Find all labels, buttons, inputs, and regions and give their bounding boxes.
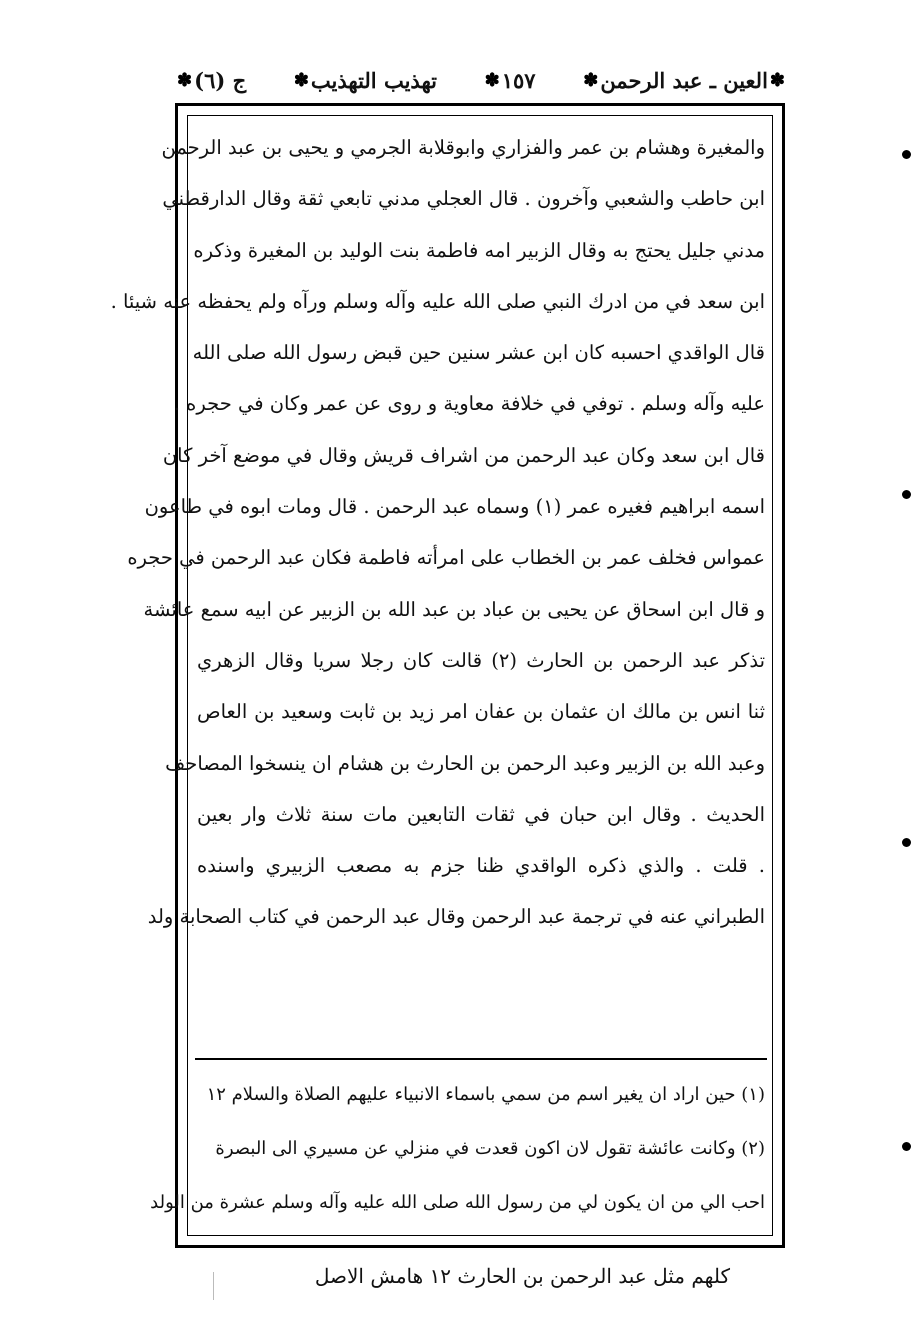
footnote-divider [195, 1058, 767, 1060]
footnotes [150, 1068, 765, 1233]
ornament-icon: ✽ [583, 69, 599, 91]
text-line: عمواس فخلف عمر بن الخطاب على امرأته فاطمة فكان عبد الرحمن في حجره [127, 546, 765, 570]
header-title-group [292, 68, 437, 93]
margin-note: كلهم مثل عبد الرحمن بن الحارث ١٢ هامش الاصل [314, 1264, 730, 1288]
main-text [110, 122, 765, 1042]
ornament-icon: ✽ [484, 69, 500, 91]
text-line: ثنا انس بن مالك ان عثمان بن عفان امر زيد بن ثابت وسعيد بن العاص [197, 700, 765, 724]
text-line: ابن سعد في من ادرك النبي صلى الله عليه وآله وسلم ورآه ولم يحفظه عنه شيئا . [110, 289, 765, 313]
binding-hole-icon [902, 838, 911, 847]
header-page-number: ١٥٧ [501, 67, 536, 93]
text-line: وعبد الله بن الزبير وعبد الرحمن بن الحارث بن هشام ان ينسخوا المصاحف [165, 751, 765, 775]
text-line: مدني جليل يحتج به وقال الزبير امه فاطمة بنت الوليد بن المغيرة وذكره [193, 238, 765, 262]
text-line: عليه وآله وسلم . توفي في خلافة معاوية و روى عن عمر وكان في حجره . [173, 392, 765, 416]
binding-hole-icon [902, 150, 911, 159]
header-section-group [581, 68, 787, 93]
text-line: و قال ابن اسحاق عن يحيى بن عباد بن عبد الله بن الزبير عن ابيه سمع عائشة [143, 597, 765, 621]
text-line: . قلت . والذي ذكره الواقدي ظنا جزم به مصعب الزبيري واسنده [197, 854, 765, 878]
text-line: والمغيرة وهشام بن عمر والفزاري وابوقلابة الجرمي و يحيى بن عبد الرحمن [161, 136, 765, 159]
binding-hole-icon [902, 490, 911, 499]
header-book-title: تهذيب التهذيب [310, 67, 437, 93]
text-line: الطبراني عنه في ترجمة عبد الرحمن وقال عبد الرحمن في كتاب الصحابة ولد [147, 905, 765, 929]
text-line: قال الواقدي احسبه كان ابن عشر سنين حين قبض رسول الله صلى الله [192, 341, 765, 365]
header-page-group [483, 68, 536, 93]
text-line: اسمه ابراهيم فغيره عمر (١) وسماه عبد الرحمن . قال ومات ابوه في طاعون [144, 495, 765, 519]
footnote: احب الي من ان يكون لي من رسول الله صلى الله عليه وآله وسلم عشرة من الولد [150, 1192, 765, 1213]
binding-hole-icon [902, 1142, 911, 1151]
footnote: (٢) وكانت عائشة تقول لان اكون قعدت في منزلي عن مسيري الى البصرة [215, 1138, 765, 1159]
running-header [175, 58, 787, 102]
text-line: قال ابن سعد وكان عبد الرحمن من اشراف قريش وقال في موضع آخر كان [162, 443, 765, 467]
scan-mark [213, 1272, 214, 1300]
text-line: ابن حاطب والشعبي وآخرون . قال العجلي مدني تابعي ثقة وقال الدارقطني [162, 187, 765, 211]
footnote: (١) حين اراد ان يغير اسم من سمي باسماء الانبياء عليهم الصلاة والسلام ١٢ [206, 1084, 765, 1105]
ornament-icon: ✽ [769, 69, 785, 91]
ornament-icon: ✽ [177, 69, 193, 91]
text-line: الحديث . وقال ابن حبان في ثقات التابعين مات سنة ثلاث وار بعين [197, 802, 765, 826]
ornament-icon: ✽ [293, 69, 309, 91]
header-volume-group [175, 68, 246, 93]
text-line: تذكر عبد الرحمن بن الحارث (٢) قالت كان رجلا سريا وقال الزهري [197, 648, 765, 672]
header-section: العين ـ عبد الرحمن [600, 67, 768, 93]
header-volume: ج (٦) [194, 67, 247, 93]
